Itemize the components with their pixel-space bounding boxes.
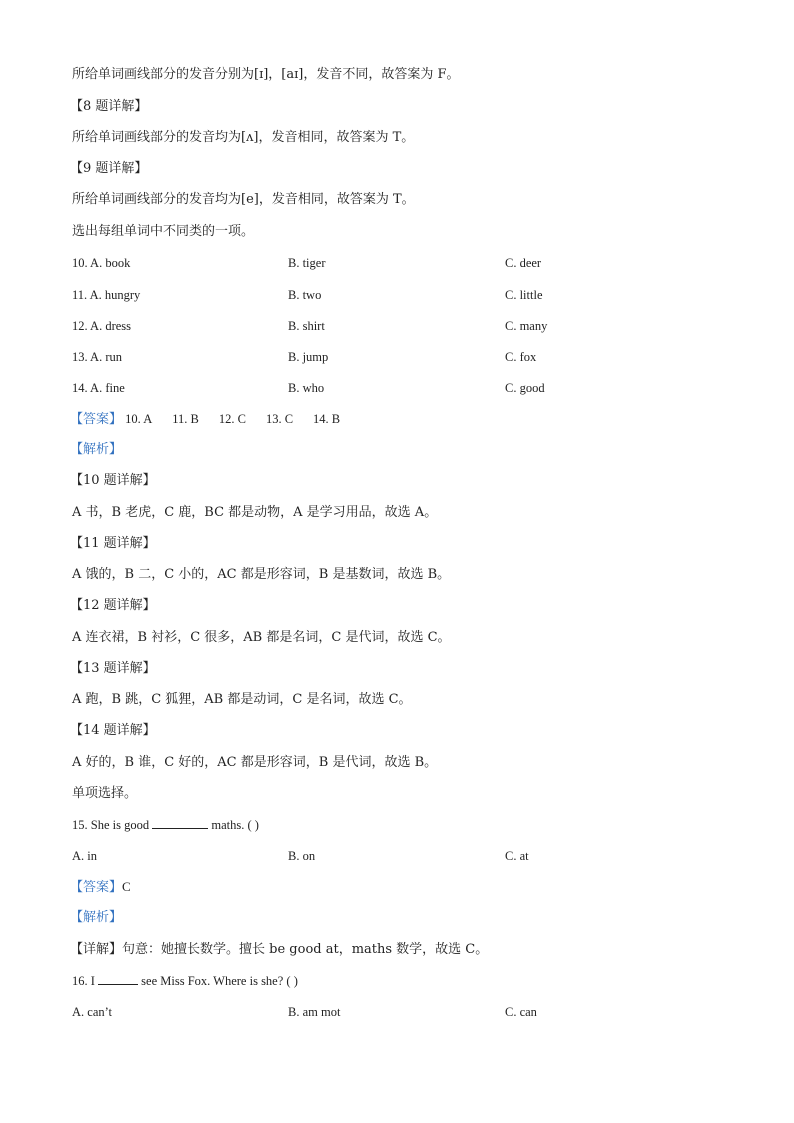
text-line: 所给单词画线部分的发音均为[ʌ]，发音相同，故答案为 T。: [72, 130, 415, 145]
option-b: B. on: [288, 849, 316, 863]
answer-value: C: [122, 879, 131, 894]
option-c: C. can: [505, 1005, 537, 1019]
detail-text-11: A 饿的，B 二，C 小的，AC 都是形容词，B 是基数词，故选 B。: [72, 567, 451, 582]
section-heading-8: 【8 题详解】: [70, 99, 148, 114]
question-16-stem: [72, 972, 298, 990]
question-15-stem: [72, 816, 259, 834]
option-c: C. at: [505, 849, 529, 863]
stem-before: 15. She is good: [72, 818, 150, 832]
detail-text-13: A 跑，B 跳，C 狐狸，AB 都是动词，C 是名词，故选 C。: [72, 692, 412, 707]
answer-item: 14. B: [313, 412, 341, 426]
detail-label: 【详解】: [70, 942, 123, 957]
answer-line-15: [70, 878, 131, 897]
text-line: 所给单词画线部分的发音均为[e]，发音相同，故答案为 T。: [72, 192, 415, 207]
detail-text-10: A 书，B 老虎，C 鹿，BC 都是动物，A 是学习用品，故选 A。: [72, 505, 438, 520]
answer-label: 【答案】: [70, 880, 123, 895]
option-c: C. little: [505, 288, 543, 302]
detail-line-15: [70, 941, 488, 959]
analysis-label: 【解析】: [70, 442, 123, 457]
answer-label: 【答案】: [70, 412, 123, 427]
detail-heading-11: 【11 题详解】: [70, 536, 156, 551]
section-heading-9: 【9 题详解】: [70, 161, 148, 176]
analysis-label: 【解析】: [70, 910, 123, 925]
detail-text: 句意：她擅长数学。擅长 be good at，maths 数学，故选 C。: [122, 942, 489, 957]
option-b: B. two: [288, 288, 322, 302]
option-b: B. shirt: [288, 319, 325, 333]
option-b: B. jump: [288, 350, 329, 364]
option-a: 11. A. hungry: [72, 288, 141, 302]
option-a: 10. A. book: [72, 256, 131, 270]
option-a: 12. A. dress: [72, 319, 132, 333]
detail-heading-10: 【10 题详解】: [70, 473, 156, 488]
answer-item: 13. C: [265, 412, 294, 426]
option-c: C. many: [505, 319, 548, 333]
instruction: 单项选择。: [72, 786, 138, 801]
text-line: 所给单词画线部分的发音分别为[ɪ]，[aɪ]，发音不同，故答案为 F。: [72, 67, 460, 82]
instruction: 选出每组单词中不同类的一项。: [72, 224, 255, 239]
detail-heading-12: 【12 题详解】: [70, 598, 156, 613]
option-b: B. who: [288, 381, 325, 395]
answer-blank: [98, 973, 138, 985]
detail-text-12: A 连衣裙，B 衬衫，C 很多，AB 都是名词，C 是代词，故选 C。: [72, 630, 451, 645]
stem-after: maths. ( ): [211, 818, 259, 832]
option-c: C. deer: [505, 256, 542, 270]
option-b: B. am mot: [288, 1005, 341, 1019]
answer-item: 10. A: [125, 412, 153, 426]
answer-line: [70, 410, 360, 429]
answer-blank: [152, 817, 208, 829]
option-c: C. fox: [505, 350, 537, 364]
answer-item: 11. B: [172, 412, 199, 426]
option-a: 14. A. fine: [72, 381, 125, 395]
detail-text-14: A 好的，B 谁，C 好的，AC 都是形容词，B 是代词，故选 B。: [72, 755, 438, 770]
option-b: B. tiger: [288, 256, 326, 270]
option-a: A. can’t: [72, 1005, 113, 1019]
option-a: 13. A. run: [72, 350, 122, 364]
stem-after: see Miss Fox. Where is she? ( ): [141, 974, 298, 988]
option-c: C. good: [505, 381, 545, 395]
stem-before: 16. I: [72, 974, 95, 988]
option-a: A. in: [72, 849, 97, 863]
answer-item: 12. C: [218, 412, 246, 426]
detail-heading-13: 【13 题详解】: [70, 661, 156, 676]
detail-heading-14: 【14 题详解】: [70, 723, 156, 738]
